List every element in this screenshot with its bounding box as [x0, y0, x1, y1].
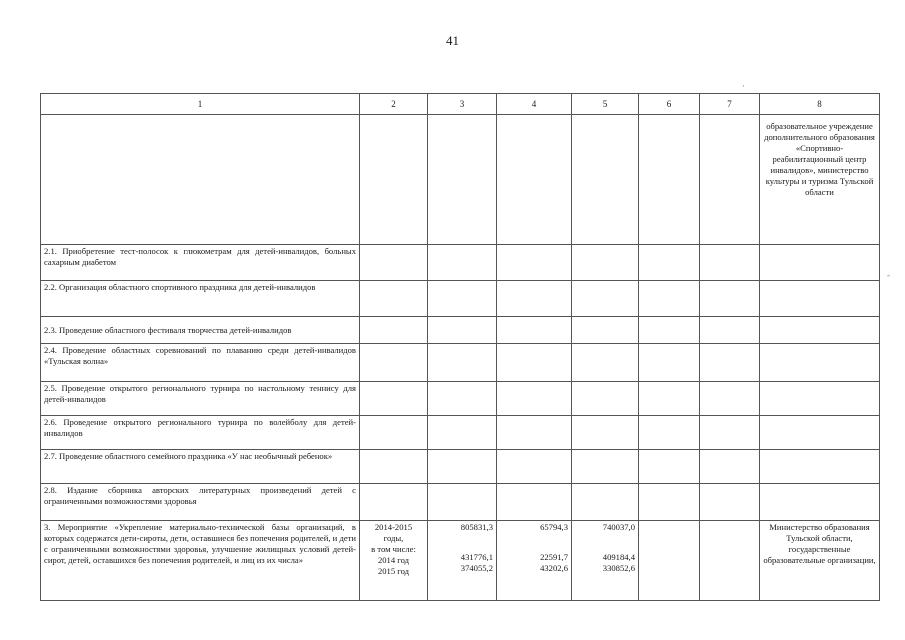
item-text: 2.4. Проведение областных соревнований по плаванию среди детей-инвалидов «Тульская волна»: [41, 344, 360, 382]
amount-total: 805831,3: [460, 522, 493, 532]
scan-mark-side: -: [887, 270, 890, 280]
amount-cell: [428, 521, 497, 601]
period-line: годы,: [383, 533, 404, 543]
period-line: 2014-2015: [374, 522, 413, 532]
item-text: 3. Мероприятие «Укрепление материально-технической базы организаций, в которых содержатся дети-сироты, дети, оставшиеся без попечения родителей, и дети с ограниченными возможностями здоровья, улучшение жилищных условий детей-сирот, детей, оставшихся без попечения родителей, и лиц из их числа»: [41, 521, 360, 601]
table-row: [41, 281, 880, 317]
page-number: 41: [446, 33, 459, 48]
amount-cell: [497, 521, 572, 601]
scan-mark: ·: [742, 81, 745, 91]
year-label: 2014 год: [377, 555, 410, 565]
table-row: [41, 382, 880, 416]
table-row: [41, 245, 880, 281]
amount-year: 330852,6: [602, 563, 635, 573]
item-text: 2.1. Приобретение тест-полосок к глюкометрам для детей-инвалидов, больных сахарным диабетом: [41, 245, 360, 281]
table-row: [41, 450, 880, 484]
table-row: [41, 416, 880, 450]
item-text: 2.3. Проведение областного фестиваля творчества детей-инвалидов: [41, 317, 360, 344]
header-cell: 4: [497, 94, 572, 115]
amount-year: 43202,6: [540, 563, 568, 573]
amount-cell: [572, 521, 639, 601]
item-text: 2.6. Проведение открытого регионального турнира по волейболу для детей-инвалидов: [41, 416, 360, 450]
year-label: 2015 год: [377, 566, 410, 576]
amount-year: 374055,2: [460, 563, 493, 573]
header-cell: 6: [639, 94, 700, 115]
period-cell: [360, 521, 428, 601]
program-table: [40, 93, 880, 601]
item-text: 2.2. Организация областного спортивного праздника для детей-инвалидов: [41, 281, 360, 317]
header-cell: 5: [572, 94, 639, 115]
amount-total: 740037,0: [602, 522, 635, 532]
amount-year: 22591,7: [540, 552, 568, 562]
item-text: 2.5. Проведение открытого регионального турнира по настольному теннису для детей-инвалидов: [41, 382, 360, 416]
table-row-measure-3: [41, 521, 880, 601]
header-cell: 8: [760, 94, 880, 115]
amount-year: 431776,1: [460, 552, 493, 562]
item-text: 2.7. Проведение областного семейного праздника «У нас необычный ребенок»: [41, 450, 360, 484]
header-row: [41, 94, 880, 115]
header-cell: 1: [41, 94, 360, 115]
responsible-cell: Министерство образования Тульской области, государственные образовательные организации,: [760, 521, 880, 601]
item-text: 2.8. Издание сборника авторских литературных произведений детей с ограниченными возможностями здоровья: [41, 484, 360, 521]
table-row: [41, 484, 880, 521]
table-row: [41, 317, 880, 344]
amount-total: 65794,3: [540, 522, 568, 532]
including-label: в том числе:: [371, 544, 416, 554]
responsible-cell: образовательное учреждение дополнительного образования «Спортивно-реабилитационный центр инвалидов», министерство культуры и туризма Тульской области: [760, 115, 880, 245]
amount-year: 409184,4: [602, 552, 635, 562]
header-cell: 2: [360, 94, 428, 115]
table-row: [41, 344, 880, 382]
continuation-row: [41, 115, 880, 245]
header-cell: 3: [428, 94, 497, 115]
header-cell: 7: [700, 94, 760, 115]
